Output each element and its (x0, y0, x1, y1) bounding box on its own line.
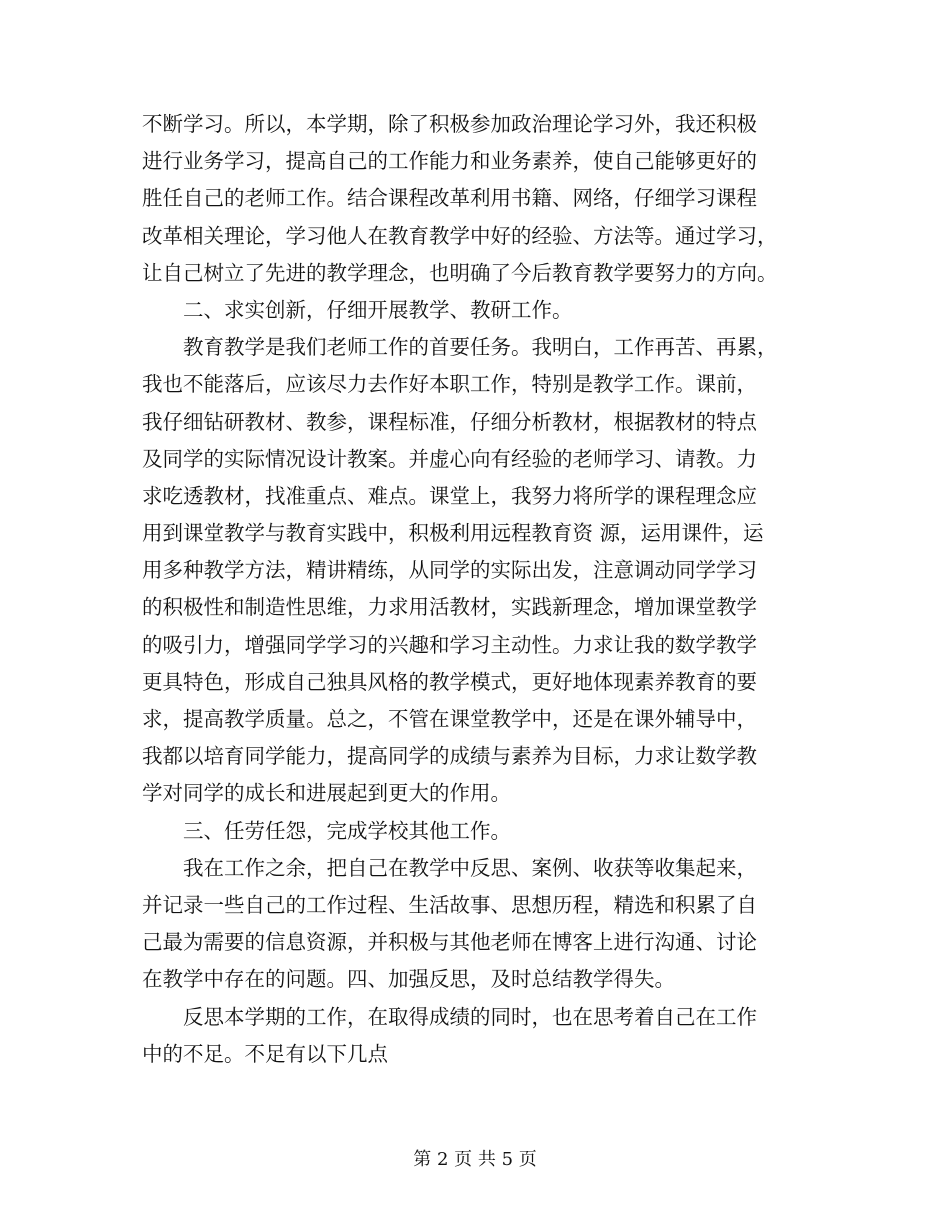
text-line: 改革相关理论，学习他人在教育教学中好的经验、方法等。通过学习， (142, 223, 778, 248)
text-line: 并记录一些自己的工作过程、生活故事、思想历程，精选和积累了自 (142, 892, 757, 917)
text-line: 学对同学的成长和进展起到更大的作用。 (142, 781, 511, 806)
section-heading: 三、任劳任怨，完成学校其他工作。 (142, 818, 511, 843)
text-line: 反思本学期的工作，在取得成绩的同时，也在思考着自己在工作 (142, 1004, 757, 1029)
text-line: 求吃透教材，找准重点、难点。课堂上，我努力将所学的课程理念应 (142, 483, 757, 508)
text-line: 更具特色，形成自己独具风格的教学模式，更好地体现素养教育的要 (142, 669, 757, 694)
page-number-footer: 第 2 页 共 5 页 (413, 1149, 537, 1170)
text-line: 用到课堂教学与教育实践中，积极利用远程教育资 源，运用课件，运 (142, 521, 764, 546)
text-line: 的吸引力，增强同学学习的兴趣和学习主动性。力求让我的数学教学 (142, 632, 757, 657)
text-line: 中的不足。不足有以下几点 (142, 1041, 388, 1066)
text-line: 教育教学是我们老师工作的首要任务。我明白，工作再苦、再累， (142, 335, 778, 360)
text-line: 不断学习。所以，本学期，除了积极参加政治理论学习外，我还积极 (142, 112, 757, 136)
text-line: 让自己树立了先进的教学理念，也明确了今后教育教学要努力的方向。 (142, 260, 778, 285)
text-line: 的积极性和制造性思维，力求用活教材，实践新理念，增加课堂教学 (142, 595, 757, 620)
text-line: 及同学的实际情况设计教案。并虚心向有经验的老师学习、请教。力 (142, 446, 757, 471)
text-line: 进行业务学习，提高自己的工作能力和业务素养，使自己能够更好的 (142, 149, 757, 174)
text-line: 求，提高教学质量。总之，不管在课堂教学中，还是在课外辅导中， (142, 707, 757, 731)
text-line: 我都以培育同学能力，提高同学的成绩与素养为目标，力求让数学教 (142, 744, 757, 769)
text-line: 在教学中存在的问题。四、加强反思，及时总结教学得失。 (142, 967, 675, 992)
text-line: 我仔细钻研教材、教参，课程标准，仔细分析教材，根据教材的特点 (142, 409, 757, 434)
section-heading: 二、求实创新，仔细开展教学、教研工作。 (142, 297, 573, 322)
body-text (142, 106, 822, 1073)
text-line: 胜任自己的老师工作。结合课程改革利用书籍、网络，仔细学习课程 (142, 186, 757, 211)
text-line: 我在工作之余，把自己在教学中反思、案例、收获等收集起来， (142, 855, 757, 880)
text-line: 己最为需要的信息资源，并积极与其他老师在博客上进行沟通、讨论 (142, 930, 757, 955)
text-line: 我也不能落后，应该尽力去作好本职工作，特别是教学工作。课前， (142, 372, 757, 397)
text-line: 用多种教学方法，精讲精练，从同学的实际出发，注意调动同学学习 (142, 558, 757, 583)
